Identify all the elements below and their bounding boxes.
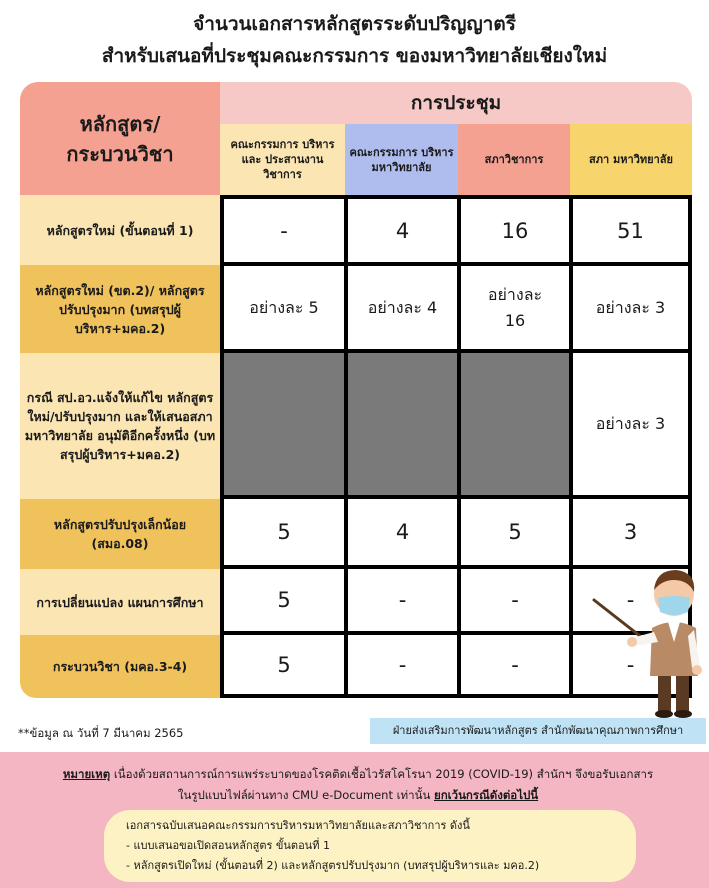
cell-r4-c3: -: [573, 569, 688, 631]
data-date-footnote: **ข้อมูล ณ วันที่ 7 มีนาคม 2565: [18, 726, 184, 740]
cell-r5-c3: -: [573, 635, 688, 694]
row-header-study-plan-change: การเปลี่ยนแปลง แผนการศึกษา: [20, 569, 220, 635]
row-header-courses: กระบวนวิชา (มคอ.3-4): [20, 635, 220, 698]
cell-r3-c3: 3: [573, 499, 688, 565]
cell-r0-c3: 51: [573, 199, 688, 262]
cell-r1-c0: อย่างละ 5: [224, 266, 344, 349]
note-exception-box: [104, 810, 636, 882]
title-line-1: จำนวนเอกสารหลักสูตรระดับปริญญาตรี: [193, 13, 516, 35]
cell-r2-c3: อย่างละ 3: [573, 353, 688, 495]
cell-r2-c0-blocked: [224, 353, 344, 495]
cell-r1-c3: อย่างละ 3: [573, 266, 688, 349]
teacher-illustration-icon: [588, 566, 706, 718]
row-header-resubmission: กรณี สป.อว.แจ้งให้แก้ไข หลักสูตรใหม่/ปรับปรุงมาก และให้เสนอสภามหาวิทยาลัย อนุมัติอีกครั้งหนึ่ง (บทสรุปผู้บริหาร+มคอ.2): [20, 353, 220, 499]
cell-r5-c0: 5: [224, 635, 344, 694]
cell-r4-c0: 5: [224, 569, 344, 631]
row-header-new-program: หลักสูตรใหม่ (ขั้นตอนที่ 1): [20, 195, 220, 265]
cell-r3-c0: 5: [224, 499, 344, 565]
cell-r4-c1: -: [348, 569, 457, 631]
row-header-new-program-step2: หลักสูตรใหม่ (ขต.2)/ หลักสูตรปรับปรุงมาก (บทสรุปผู้บริหาร+มคอ.2): [20, 265, 220, 353]
cell-r5-c1: -: [348, 635, 457, 694]
cell-r0-c2: 16: [461, 199, 569, 262]
note-box-title: เอกสารฉบับเสนอคณะกรรมการบริหารมหาวิทยาลัยและสภาวิชาการ ดังนี้: [126, 819, 470, 832]
note-emphasis: ยกเว้นกรณีดังต่อไปนี้: [433, 788, 539, 802]
note-line-1: [18, 764, 698, 784]
note-box-item-1: - แบบเสนอขอเปิดสอนหลักสูตร ขั้นตอนที่ 1: [126, 839, 330, 852]
cell-r2-c1-blocked: [348, 353, 457, 495]
corner-label: หลักสูตร/ กระบวนวิชา: [66, 111, 174, 166]
column-header-academic-admin: คณะกรรมการ บริหารและ ประสานงานวิชาการ: [220, 124, 345, 195]
meeting-header: การประชุม: [410, 92, 502, 114]
cell-r5-c2: -: [461, 635, 569, 694]
cell-r0-c1: 4: [348, 199, 457, 262]
column-header-academic-senate: สภาวิชาการ: [458, 124, 570, 195]
cell-r1-c1: อย่างละ 4: [348, 266, 457, 349]
cell-r4-c2: -: [461, 569, 569, 631]
cell-r0-c0: -: [224, 199, 344, 262]
cell-r1-c2: อย่างละ 16: [461, 266, 569, 349]
page-title: [0, 8, 709, 72]
department-label: ฝ่ายส่งเสริมการพัฒนาหลักสูตร สำนักพัฒนาคุณภาพการศึกษา: [370, 718, 706, 744]
note-label: หมายเหตุ: [62, 767, 111, 781]
cell-r3-c2: 5: [461, 499, 569, 565]
note-section: [0, 752, 709, 888]
corner-header: [20, 82, 220, 195]
note-text-2: ในรูปแบบไฟล์ผ่านทาง CMU e-Document เท่านั้น: [177, 788, 434, 802]
note-box-item-2: - หลักสูตรเปิดใหม่ (ขั้นตอนที่ 2) และหลักสูตรปรับปรุงมาก (บทสรุปผู้บริหารและ มคอ.2): [126, 859, 540, 872]
column-header-university-admin: คณะกรรมการ บริหารมหาวิทยาลัย: [345, 124, 458, 195]
cell-r2-c2-blocked: [461, 353, 569, 495]
note-line-2: [18, 785, 698, 805]
note-text-1: เนื่องด้วยสถานการณ์การแพร่ระบาดของโรคติดเชื้อไวรัสโคโรนา 2019 (COVID-19) สำนักฯ จึงขอรับเอกสาร: [110, 767, 654, 781]
cell-r3-c1: 4: [348, 499, 457, 565]
column-header-university-council: สภา มหาวิทยาลัย: [570, 124, 692, 195]
row-header-minor-revision: หลักสูตรปรับปรุงเล็กน้อย (สมอ.08): [20, 499, 220, 569]
title-line-2: สำหรับเสนอที่ประชุมคณะกรรมการ ของมหาวิทยาลัยเชียงใหม่: [101, 45, 608, 67]
